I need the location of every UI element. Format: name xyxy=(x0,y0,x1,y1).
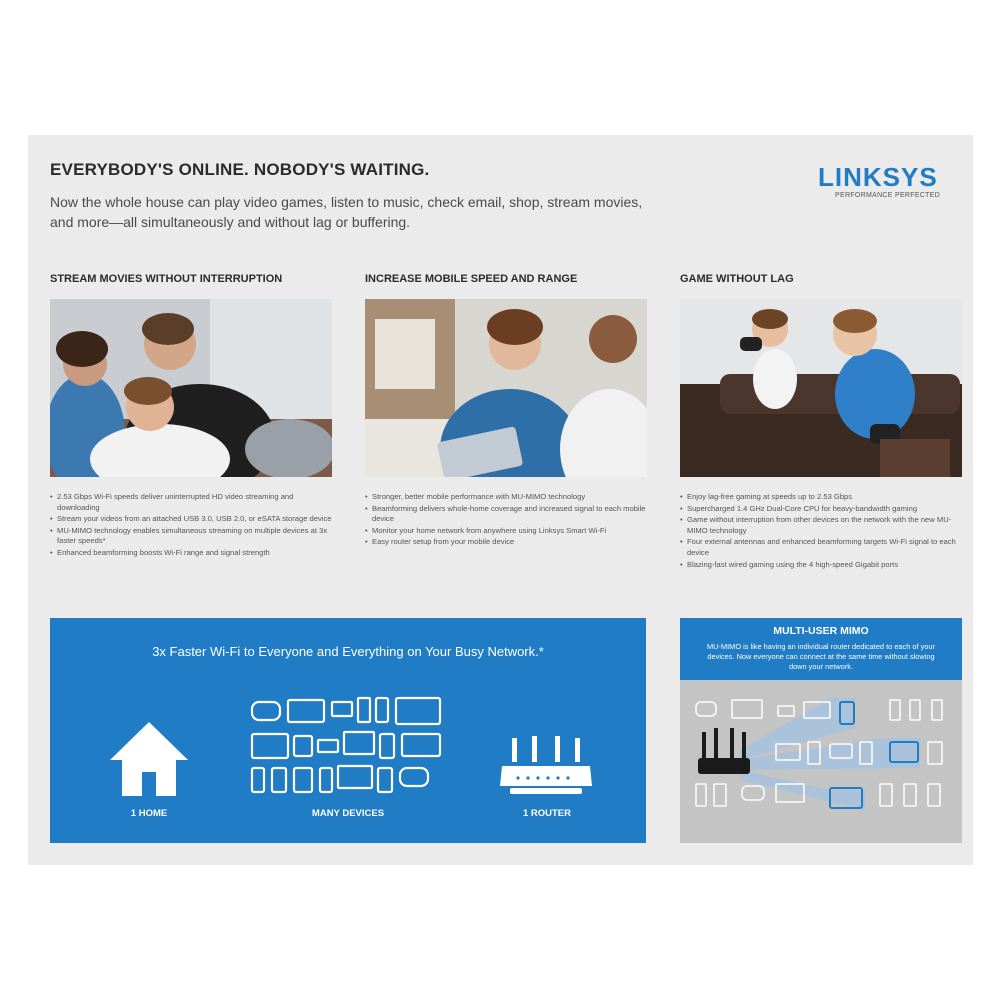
logo-tagline: PERFORMANCE PERFECTED xyxy=(835,192,941,199)
mimo-title: MULTI-USER MIMO xyxy=(773,625,869,637)
mu-mimo-box xyxy=(680,618,962,843)
mimo-header xyxy=(680,618,962,680)
list-item: • Easy router setup from your mobile device xyxy=(365,537,647,548)
linksys-logo: LINKSYS xyxy=(818,162,938,192)
faster-wifi-banner xyxy=(50,618,646,843)
home-icon xyxy=(108,718,190,800)
list-item: • Blazing-fast wired gaming using the 4 high-speed Gigabit ports xyxy=(680,560,962,571)
list-item: • Enhanced beamforming boosts Wi-Fi range and signal strength xyxy=(50,548,332,559)
column-bullets-stream xyxy=(50,492,332,560)
couple-tablet-photo xyxy=(365,299,647,477)
list-item: • Beamforming delivers whole-home coverage and increased signal to each mobile device xyxy=(365,504,647,525)
list-item: • MU-MIMO technology enables simultaneous streaming on multiple devices at 3x faster speeds* xyxy=(50,526,332,547)
column-bullets-mobile xyxy=(365,492,647,549)
label-many-devices: MANY DEVICES xyxy=(311,808,385,819)
list-item: • Stream your videos from an attached USB 3.0, USB 2.0, or eSATA storage device xyxy=(50,514,332,525)
intro-text: Now the whole house can play video games, listen to music, check email, shop, stream movies, and more—all simultaneously and without lag or buffering. xyxy=(50,194,643,230)
column-title-mobile: INCREASE MOBILE SPEED AND RANGE xyxy=(365,273,578,285)
mimo-description: MU-MIMO is like having an individual router dedicated to each of your devices. Now everyone can connect at the same time without slowing down your network. xyxy=(707,642,935,671)
column-bullets-gaming xyxy=(680,492,962,571)
list-item: • Enjoy lag-free gaming at speeds up to 2.53 Gbps xyxy=(680,492,962,503)
headline: EVERYBODY'S ONLINE. NOBODY'S WAITING. xyxy=(50,160,430,179)
family-watching-photo xyxy=(50,299,332,477)
label-1-home: 1 HOME xyxy=(130,808,168,819)
list-item: • Game without interruption from other devices on the network with the new MU-MIMO technology xyxy=(680,515,962,536)
column-title-gaming: GAME WITHOUT LAG xyxy=(680,273,794,285)
kids-gaming-photo xyxy=(680,299,962,477)
label-1-router: 1 ROUTER xyxy=(522,808,572,819)
list-item: • Monitor your home network from anywhere using Linksys Smart Wi-Fi xyxy=(365,526,647,537)
router-icon xyxy=(498,736,594,802)
list-item: • Supercharged 1.4 GHz Dual-Core CPU for heavy-bandwidth gaming xyxy=(680,504,962,515)
list-item: • Stronger, better mobile performance with MU-MIMO technology xyxy=(365,492,647,503)
banner-title: 3x Faster Wi-Fi to Everyone and Everything on Your Busy Network.* xyxy=(152,644,544,659)
column-title-stream: STREAM MOVIES WITHOUT INTERRUPTION xyxy=(50,273,283,285)
mimo-diagram xyxy=(680,680,962,843)
list-item: • 2.53 Gbps Wi-Fi speeds deliver uninterrupted HD video streaming and downloading xyxy=(50,492,332,513)
list-item: • Four external antennas and enhanced beamforming targets Wi-Fi signal to each device xyxy=(680,537,962,558)
devices-grid-icon xyxy=(248,696,448,796)
